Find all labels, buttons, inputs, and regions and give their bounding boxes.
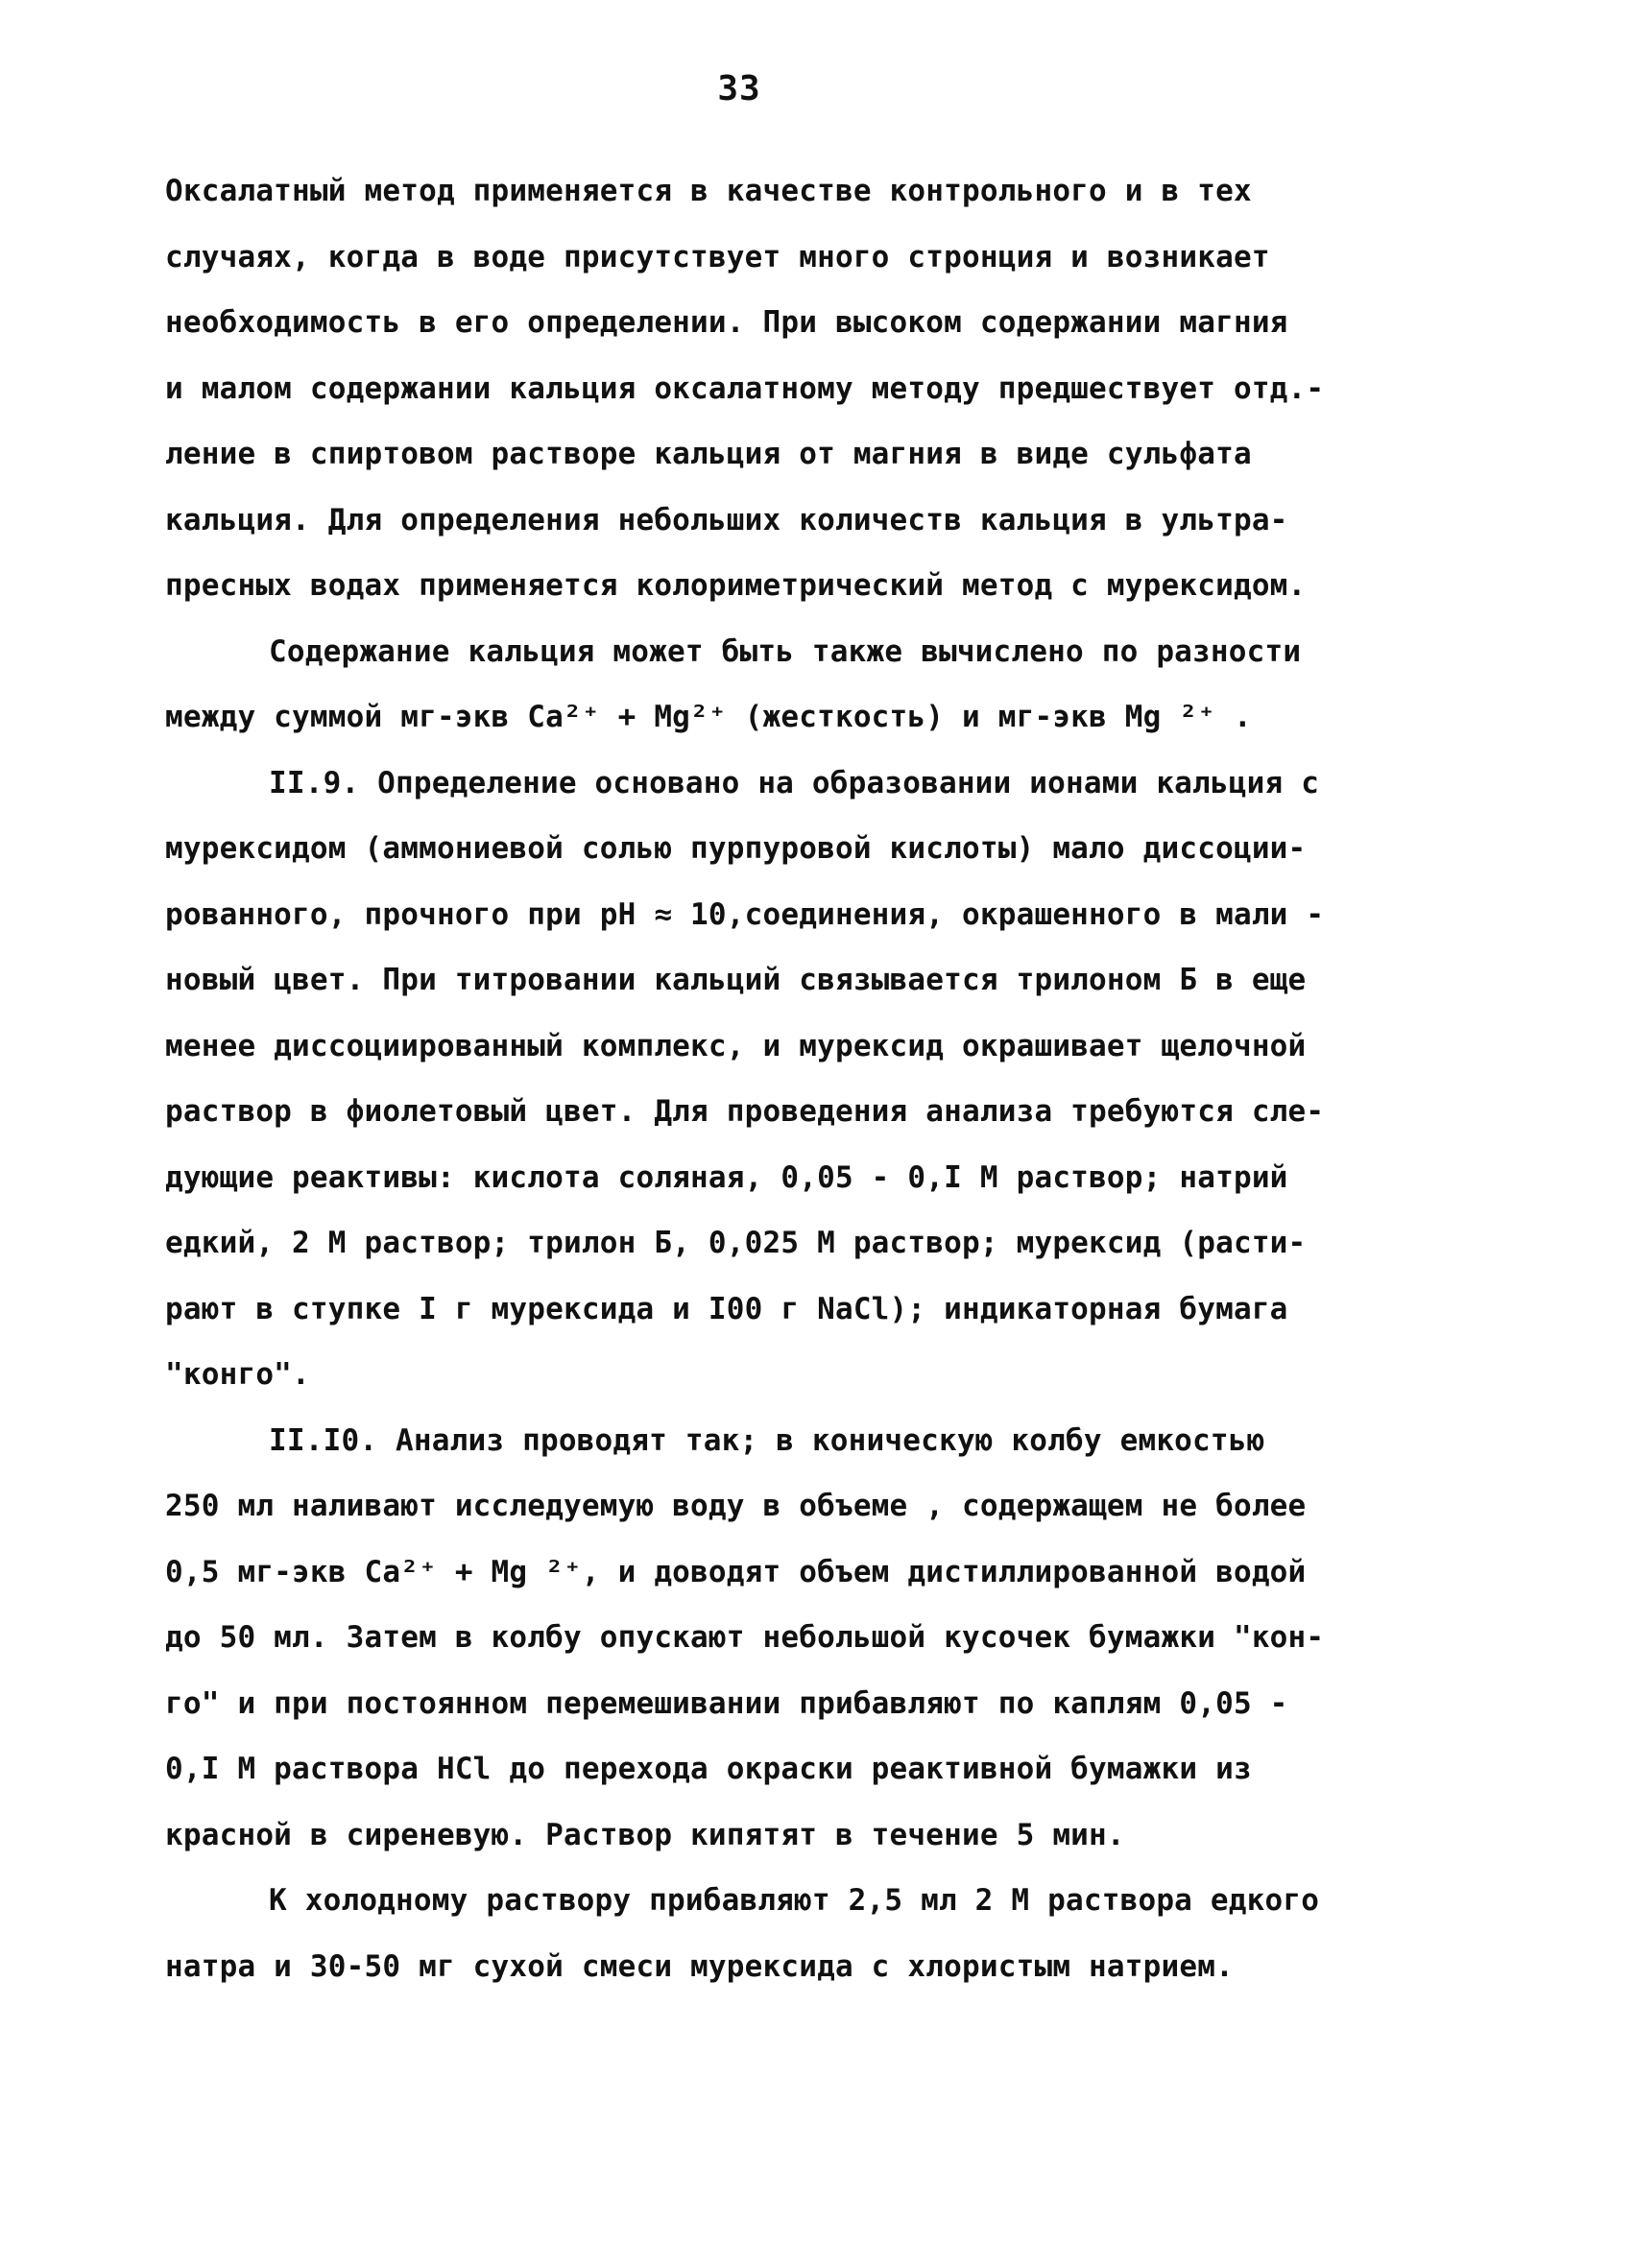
text-line: новый цвет. При титровании кальций связывается трилоном Б в еще — [165, 963, 1307, 997]
text-line: до 50 мл. Затем в колбу опускают небольшой кусочек бумажки "кон- — [165, 1620, 1325, 1655]
text-line: кальция. Для определения небольших количеств кальция в ультра- — [165, 502, 1288, 537]
text-line: необходимость в его определении. При высоком содержании магния — [165, 305, 1288, 340]
page-number: 33 — [717, 69, 761, 108]
text-line: рают в ступке I г мурексида и I00 г NaCl); индикаторная бумага — [165, 1291, 1288, 1326]
text-line: К холодному раствору прибавляют 2,5 мл 2 M раствора едкого — [269, 1883, 1320, 1918]
text-line: пресных водах применяется колориметрический метод с мурексидом. — [165, 568, 1307, 603]
text-line: между суммой мг-экв Ca²⁺ + Mg²⁺ (жесткость) и мг-экв Mg ²⁺ . — [165, 700, 1252, 734]
text-line: мурексидом (аммониевой солью пурпуровой кислоты) мало диссоции- — [165, 831, 1307, 866]
text-line: натра и 30-50 мг сухой смеси мурексида с хлористым натрием. — [165, 1948, 1234, 1984]
text-line: Оксалатный метод применяется в качестве контрольного и в тех — [165, 174, 1252, 208]
text-line: "конго". — [165, 1357, 310, 1392]
body-text — [165, 158, 1442, 1999]
text-line: 0,5 мг-экв Ca²⁺ + Mg ²⁺, и доводят объем дистиллированной водой — [165, 1554, 1307, 1589]
text-line: 250 мл наливают исследуемую воду в объеме , содержащем не более — [165, 1489, 1307, 1523]
text-line: случаях, когда в воде присутствует много стронция и возникает — [165, 239, 1270, 275]
text-line: менее диссоциированный комплекс, и мурексид окрашивает щелочной — [165, 1028, 1307, 1063]
text-line: II.I0. Анализ проводят так; в коническую колбу емкостью — [269, 1422, 1265, 1458]
text-line: II.9. Определение основано на образовании ионами кальция с — [269, 765, 1320, 800]
text-line: раствор в фиолетовый цвет. Для проведения анализа требуются сле- — [165, 1094, 1325, 1129]
text-line: красной в сиреневую. Раствор кипятят в течение 5 мин. — [165, 1817, 1125, 1852]
text-line: ление в спиртовом растворе кальция от магния в виде сульфата — [165, 437, 1252, 471]
text-line: 0,I M раствора HCl до перехода окраски реактивной бумажки из — [165, 1752, 1252, 1786]
text-line: Содержание кальция может быть также вычислено по разности — [269, 633, 1302, 669]
text-line: едкий, 2 M раствор; трилон Б, 0,025 M раствор; мурексид (расти- — [165, 1226, 1307, 1260]
text-line: рованного, прочного при pH ≈ 10,соединения, окрашенного в мали - — [165, 896, 1325, 932]
text-line: дующие реактивы: кислота соляная, 0,05 - 0,I M раствор; натрий — [165, 1159, 1288, 1195]
text-line: и малом содержании кальция оксалатному методу предшествует отд.- — [165, 370, 1325, 406]
text-line: го" и при постоянном перемешивании прибавляют по каплям 0,05 - — [165, 1685, 1288, 1721]
